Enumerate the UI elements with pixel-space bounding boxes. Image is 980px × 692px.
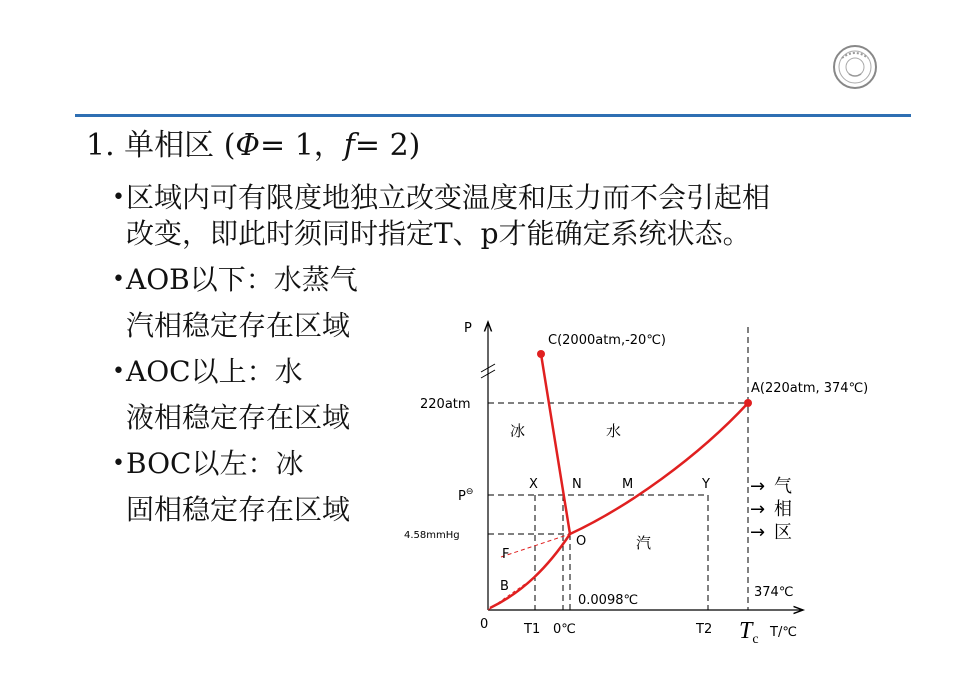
phase-label-char: 相 (774, 499, 792, 520)
phase-arrow: → (750, 476, 766, 497)
tick-0c-label: 0℃ (553, 622, 576, 637)
bullet-line: AOB以下：水蒸气 (126, 263, 358, 296)
phase-label-char: 气 (774, 476, 792, 497)
triple-temp-label: 0.0098℃ (578, 593, 639, 608)
curve-OB (490, 534, 570, 608)
p-220atm-label: 220atm (420, 397, 471, 412)
bullet-dot: • (112, 359, 125, 384)
bullet-line: 液相稳定存在区域 (126, 401, 351, 434)
axis-t-label: T/℃ (770, 625, 797, 640)
bullet-item (112, 446, 351, 528)
curve-OC (541, 354, 570, 534)
bullet-item (112, 180, 771, 252)
phase-arrow: → (750, 499, 766, 520)
phase-diagram (398, 312, 908, 657)
point-C-marker (537, 350, 545, 358)
bullet-item (112, 354, 351, 436)
tick-t1-label: T1 (524, 622, 541, 637)
region-vapor-label: 汽 (636, 534, 652, 552)
bullet-line: AOC以上：水 (126, 355, 303, 388)
point-B-label: B (500, 579, 509, 594)
bullet-dot: • (112, 267, 125, 292)
section-heading: 1. 单相区 (Φ= 1，f= 2) (86, 128, 421, 163)
phase-arrow: → (750, 522, 766, 543)
phase-label-char: 区 (774, 522, 792, 543)
point-A-marker (744, 399, 752, 407)
point-X-label: X (529, 477, 538, 492)
point-O-label: O (576, 534, 587, 549)
axis-p-label: P (464, 321, 472, 336)
title-rule (75, 114, 911, 117)
tick-t2-label: T2 (696, 622, 713, 637)
origin-label: 0 (480, 617, 489, 632)
point-A-label: A(220atm, 374℃) (751, 381, 869, 396)
t-374-label: 374℃ (754, 585, 794, 600)
bullet-line: 固相稳定存在区域 (126, 493, 351, 526)
p-theta-label: P⊖ (458, 487, 474, 504)
point-C-label: C(2000atm,-20℃) (548, 333, 666, 348)
point-Y-label: Y (702, 477, 710, 492)
tc-label: $T_c$ (739, 618, 759, 647)
region-ice-label: 冰 (510, 422, 526, 440)
bullet-line: BOC以左：冰 (126, 447, 304, 480)
bullet-dot: • (112, 185, 125, 210)
bullet-item (112, 262, 358, 344)
bullet-line: 区域内可有限度地独立改变温度和压力而不会引起相 (126, 181, 771, 214)
bullet-dot: • (112, 451, 125, 476)
bullet-line: 改变，即此时须同时指定T、p才能确定系统状态。 (126, 217, 751, 250)
point-F-label: F (502, 547, 510, 562)
point-M-label: M (622, 477, 634, 492)
p-458mmhg-label: 4.58mmHg (404, 530, 460, 541)
curve-OA (570, 403, 748, 534)
point-N-label: N (572, 477, 582, 492)
bullet-line: 汽相稳定存在区域 (126, 309, 351, 342)
university-seal-icon (832, 44, 878, 90)
region-water-label: 水 (606, 422, 622, 440)
